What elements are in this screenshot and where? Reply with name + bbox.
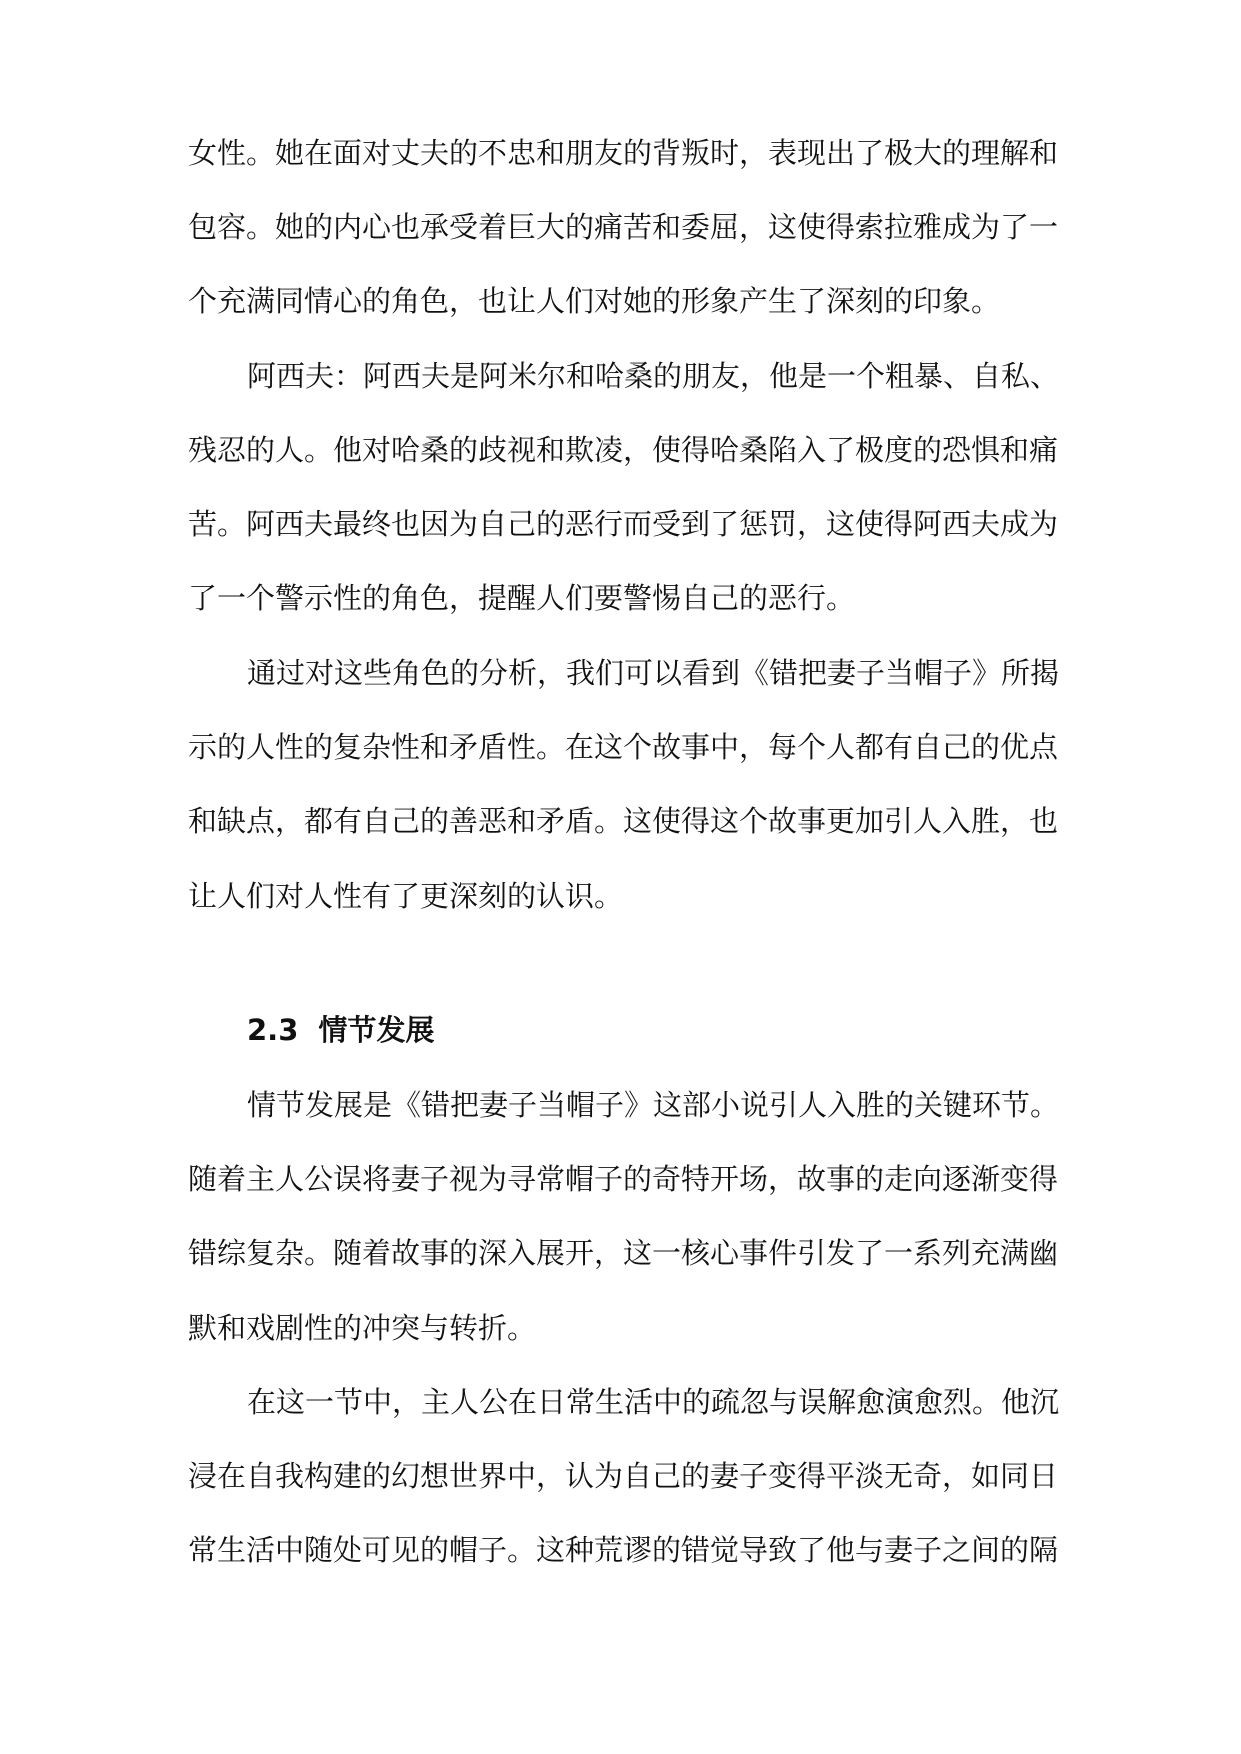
section-number: 2.3 <box>247 1013 299 1047</box>
paragraph-line: 常生活中随处可见的帽子。这种荒谬的错觉导致了他与妻子之间的隔 <box>188 1533 1059 1567</box>
paragraph-line: 个充满同情心的角色，也让人们对她的形象产生了深刻的印象。 <box>188 284 1001 318</box>
paragraph-line: 随着主人公误将妻子视为寻常帽子的奇特开场，故事的走向逐渐变得 <box>188 1162 1059 1196</box>
paragraph-line: 苦。阿西夫最终也因为自己的恶行而受到了惩罚，这使得阿西夫成为 <box>188 507 1059 541</box>
paragraph-line: 错综复杂。随着故事的深入展开，这一核心事件引发了一系列充满幽 <box>188 1236 1059 1270</box>
paragraph-line: 默和戏剧性的冲突与转折。 <box>188 1311 537 1345</box>
paragraph-line: 让人们对人性有了更深刻的认识。 <box>188 879 624 913</box>
section-title: 情节发展 <box>318 1013 435 1047</box>
paragraph-line: 浸在自我构建的幻想世界中，认为自己的妻子变得平淡无奇，如同日 <box>188 1459 1059 1493</box>
paragraph-line: 女性。她在面对丈夫的不忠和朋友的背叛时，表现出了极大的理解和 <box>188 136 1059 170</box>
paragraph-line: 示的人性的复杂性和矛盾性。在这个故事中，每个人都有自己的优点 <box>188 730 1059 764</box>
section-heading <box>247 1010 435 1050</box>
paragraph-line: 残忍的人。他对哈桑的歧视和欺凌，使得哈桑陷入了极度的恐惧和痛 <box>188 433 1059 467</box>
paragraph-line: 在这一节中，主人公在日常生活中的疏忽与误解愈演愈烈。他沉 <box>247 1385 1060 1419</box>
paragraph-line: 阿西夫：阿西夫是阿米尔和哈桑的朋友，他是一个粗暴、自私、 <box>247 359 1060 393</box>
paragraph-line: 情节发展是《错把妻子当帽子》这部小说引人入胜的关键环节。 <box>247 1088 1060 1122</box>
paragraph-line: 了一个警示性的角色，提醒人们要警惕自己的恶行。 <box>188 581 856 615</box>
paragraph-line: 包容。她的内心也承受着巨大的痛苦和委屈，这使得索拉雅成为了一 <box>188 210 1059 244</box>
paragraph-line: 通过对这些角色的分析，我们可以看到《错把妻子当帽子》所揭 <box>247 656 1060 690</box>
paragraph-line: 和缺点，都有自己的善恶和矛盾。这使得这个故事更加引人入胜，也 <box>188 804 1059 838</box>
